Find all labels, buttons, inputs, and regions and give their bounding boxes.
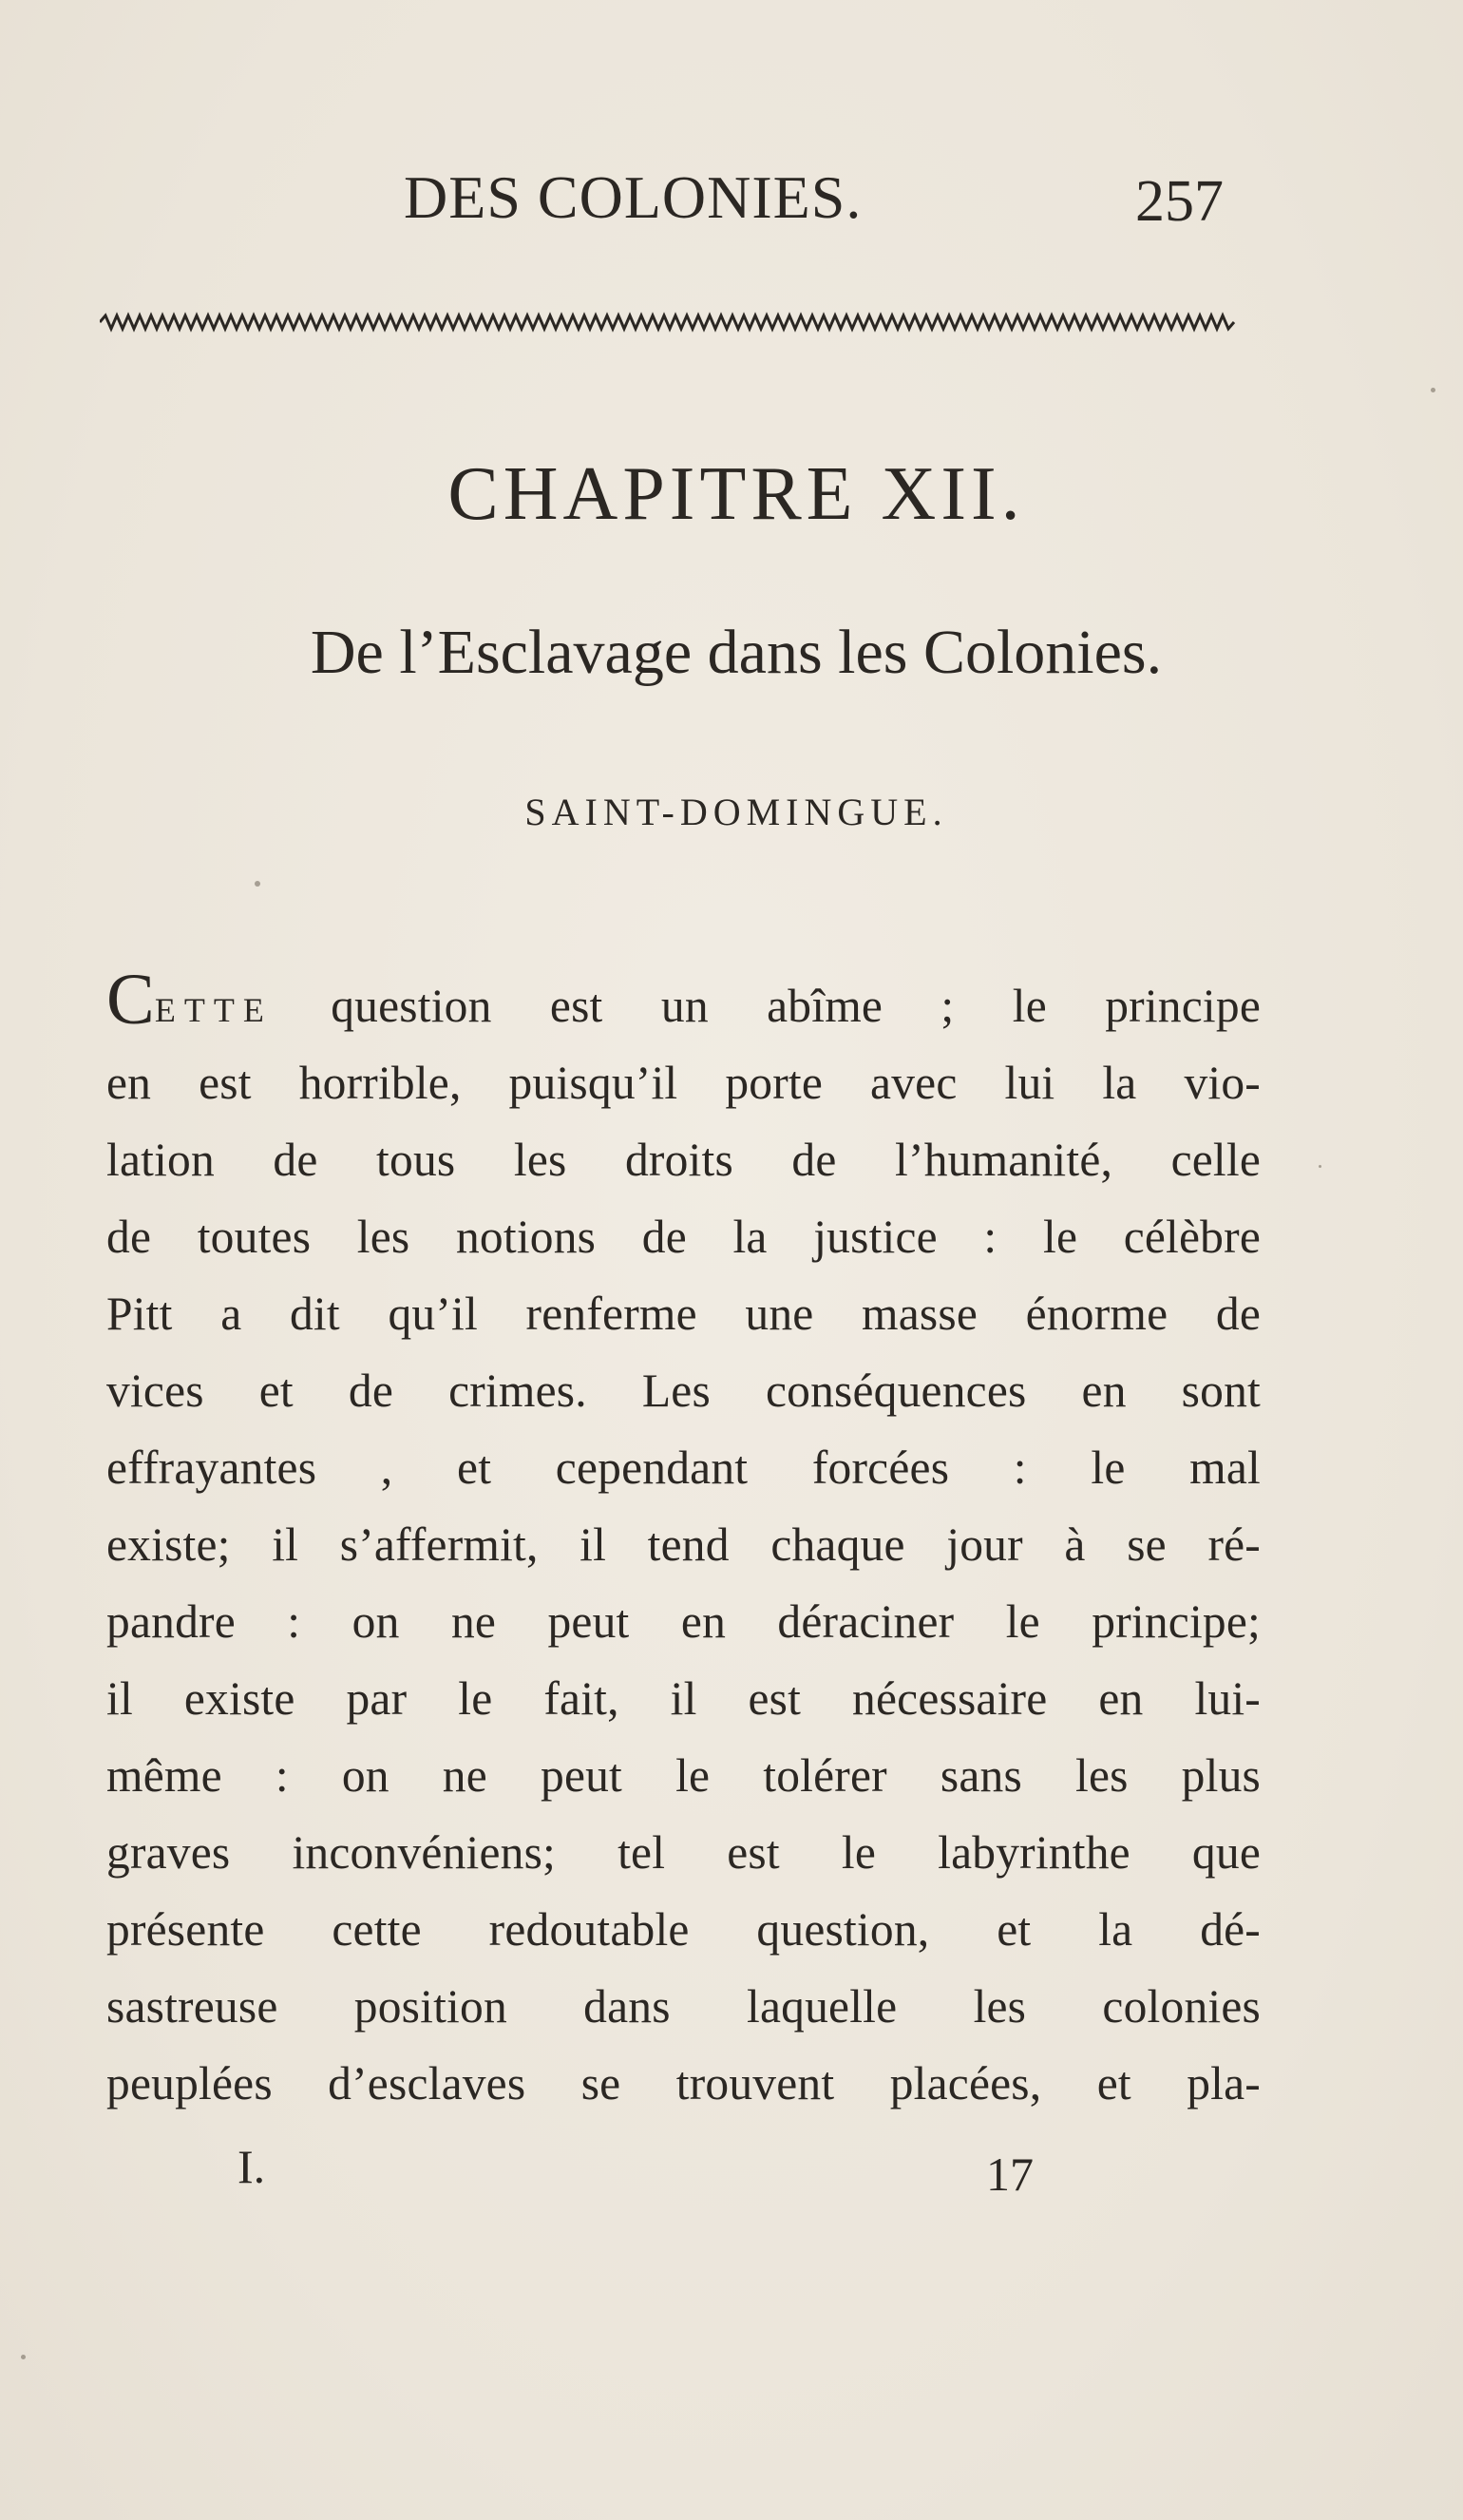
paper-speck <box>21 2355 26 2359</box>
text-line: existe; il s’affermit, il tend chaque jour à se ré- <box>106 1518 1261 1571</box>
text-line: pandre : on ne peut en déraciner le principe; <box>106 1595 1261 1648</box>
text-line: effrayantes , et cependant forcées : le mal <box>106 1441 1261 1494</box>
text-line: lation de tous les droits de l’humanité, celle <box>106 1134 1261 1186</box>
drop-cap: C <box>106 960 155 1040</box>
signature-mark: I. <box>238 2140 266 2193</box>
small-caps-word: ETTE <box>154 991 273 1029</box>
text-line: présente cette redoutable question, et la dé- <box>106 1903 1261 1956</box>
text-line: peuplées d’esclaves se trouvent placées, et pla- <box>106 2057 1261 2110</box>
text-line: vices et de crimes. Les conséquences en sont <box>106 1365 1261 1417</box>
text-line: Pitt a dit qu’il renferme une masse énorme de <box>106 1288 1261 1340</box>
ornamental-rule <box>100 312 1240 333</box>
sheet-number: 17 <box>986 2148 1034 2201</box>
text-line: de toutes les notions de la justice : le célèbre <box>106 1211 1261 1263</box>
text-line: sastreuse position dans laquelle les colonies <box>106 1980 1261 2033</box>
running-head <box>0 160 1463 236</box>
text-line: graves inconvéniens; tel est le labyrinthe que <box>106 1826 1261 1879</box>
first-line-text: question est un abîme ; le principe <box>272 980 1261 1032</box>
text-line: même : on ne peut le tolérer sans les plus <box>106 1749 1261 1802</box>
chapter-subtitle: De l’Esclavage dans les Colonies. <box>310 618 1163 687</box>
running-title: DES COLONIES. <box>404 163 863 231</box>
paper-speck <box>255 881 260 887</box>
text-line: en est horrible, puisqu’il porte avec lui la vio- <box>106 1057 1261 1109</box>
text-line: il existe par le fait, il est nécessaire en lui- <box>106 1672 1261 1725</box>
body-text <box>106 960 1261 2122</box>
text-line-first <box>106 960 1261 1044</box>
paper-speck <box>1319 1165 1321 1168</box>
page-footer <box>0 2129 1463 2205</box>
chapter-title: CHAPITRE XII. <box>447 452 1025 536</box>
section-title: SAINT-DOMINGUE. <box>524 791 948 833</box>
paper-speck <box>1431 388 1435 392</box>
page-number: 257 <box>1135 169 1224 234</box>
